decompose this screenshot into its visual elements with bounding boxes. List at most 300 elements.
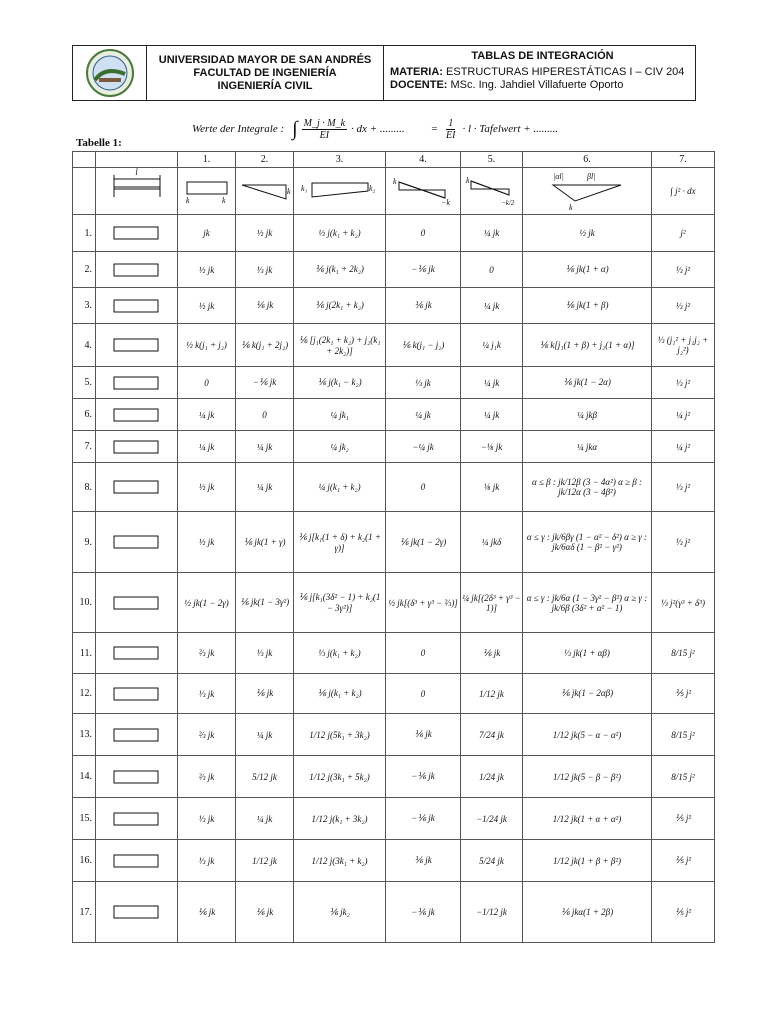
table-cell [294,399,386,431]
shape-col-6 [523,168,652,215]
table-cell [294,674,386,714]
moment-diagram-icon [102,642,172,664]
cell-value: ½ jk [198,482,215,492]
moment-diagram-icon [102,683,172,705]
cell-value: 0 [420,648,426,658]
svg-text:k: k [465,176,470,185]
table-cell [178,633,236,674]
cell-value: ⅓ jk(1 + αβ) [564,648,610,658]
table-row [73,798,715,840]
table-cell [461,215,523,252]
row-number: 4. [73,324,96,367]
row-shape-diagram [96,252,178,288]
table-cell [652,573,715,633]
svg-text:−k: −k [441,198,450,206]
table-cell [461,882,523,943]
column-shape-row [73,168,715,215]
table-cell [178,674,236,714]
row-shape-diagram [96,431,178,463]
table-cell [294,840,386,882]
cell-value: ⅓ j² [675,300,691,311]
table-row [73,633,715,674]
cell-value: ⅙ k[j₁(1 + β) + j₂(1 + α)] [539,339,635,350]
table-cell [386,367,461,399]
faculty-name: FACULTAD DE INGENIERÍA [193,66,337,79]
moment-diagram-icon [102,372,172,394]
table-cell [523,840,652,882]
cell-value: −¼ jk [412,441,434,452]
table-cell [523,324,652,367]
coefficient-fraction [444,118,457,141]
svg-text:k₂: k₂ [368,184,375,193]
row-shape-diagram [96,324,178,367]
cell-value: ⅙ jk [255,688,274,698]
cell-value: ⅔ jk [198,729,215,740]
table-row [73,756,715,798]
moment-diagram-icon [102,295,172,317]
row-number: 9. [73,512,96,573]
blank-corner [73,168,96,215]
row-number: 10. [73,573,96,633]
cell-value: 1/12 j(5k₁ + 3k₂) [309,729,370,740]
cell-value: ¼ j² [675,441,691,452]
cell-value: 8/15 j² [671,771,695,782]
column-header: 2. [236,152,294,168]
document-title: TABLAS DE INTEGRACIÓN [471,50,614,62]
table-cell [294,324,386,367]
career-name: INGENIERÍA CIVIL [217,79,313,92]
cell-value: ⅓ j² [675,482,691,492]
table-cell [523,798,652,840]
table-cell [386,882,461,943]
cell-value: ¼ jk [483,228,500,238]
table-cell [461,756,523,798]
cell-value: ⅓ jk [198,688,215,699]
table-cell [294,882,386,943]
row-shape-diagram [96,882,178,943]
table-cell [523,512,652,573]
antisymmetric-diagram-icon [391,176,455,206]
row-shape-diagram [96,756,178,798]
table-cell [461,798,523,840]
row-shape-diagram [96,840,178,882]
row-number: 12. [73,674,96,714]
table-cell [236,288,294,324]
table-cell [652,714,715,756]
table-cell [386,399,461,431]
cell-value: ⅙ jk [482,647,501,658]
table-cell [294,367,386,399]
cell-value: 1/12 jk [479,688,504,699]
column-header: 1. [178,152,236,168]
moment-diagram-icon [102,808,172,830]
cell-value: ¼ jk [256,729,273,740]
svg-text:−k/2: −k/2 [500,199,514,207]
table-cell [386,324,461,367]
table-body [73,215,715,943]
moment-diagram-icon [102,436,172,458]
cell-value: ¼ jk[(2δ³ + γ³ − 1)] [462,592,521,613]
row-number: 8. [73,463,96,512]
row-shape-diagram [96,674,178,714]
cell-value: α ≤ γ : jk/6α (1 − 3γ² − β²) α ≥ γ : jk/6β (3δ² + α² − 1) [526,592,648,613]
table-cell [294,463,386,512]
table-cell [523,756,652,798]
table-caption: Tabelle 1: [76,137,122,149]
table-row [73,324,715,367]
cell-value: ¼ j₁k [482,340,501,350]
table-row [73,252,715,288]
cell-value: −⅙ jk [411,771,435,781]
cell-value: ½ jk [579,228,595,238]
table-cell [236,674,294,714]
cell-value: ⅓ j² [675,264,691,275]
cell-value: ¼ jk [198,441,215,452]
cell-value: ¼ jk₁ [330,409,349,420]
row-number: 1. [73,215,96,252]
shape-col-7 [652,168,715,215]
table-cell [294,215,386,252]
blank-corner [73,152,96,168]
table-cell [386,573,461,633]
cell-value: −1/12 jk [476,907,507,917]
cell-value: 7/24 jk [479,729,504,740]
cell-value: 1/12 jk(5 − β − β²) [552,771,622,782]
table-cell [652,633,715,674]
table-cell [294,431,386,463]
cell-value: ⅓ j(k₁ + k₂) [318,648,361,658]
cell-value: ⅓ jk [198,813,215,824]
table-cell [461,324,523,367]
table-cell [294,512,386,573]
moment-diagram-icon [102,259,172,281]
cell-value: ½ k(j₁ + j₂) [186,340,227,350]
cell-value: ⅙ j(k₁ − k₂) [317,377,362,387]
table-cell [236,324,294,367]
cell-value: ⅙ jk(1 + γ) [243,536,286,547]
table-cell [236,252,294,288]
materia-label: MATERIA: [390,66,443,78]
table-cell [178,288,236,324]
cell-value: 1/12 jk(1 + β + β²) [552,855,622,866]
table-cell [461,288,523,324]
moment-diagram-icon [102,476,172,498]
svg-text:k: k [569,203,573,211]
cell-value: ⅙ jk(1 + β) [565,300,609,310]
table-cell [652,512,715,573]
table-cell [652,399,715,431]
rectangle-diagram-icon [182,177,232,205]
table-cell [236,463,294,512]
svg-text:k: k [393,177,397,186]
cell-value: ¼ j(k₁ + k₂) [318,482,361,492]
integrand-numerator: M_j · M_k [303,117,346,129]
formula-equals: = [430,123,439,135]
svg-text:k₁: k₁ [300,184,307,193]
row-number: 2. [73,252,96,288]
shape-col-4 [386,168,461,215]
table-cell [652,840,715,882]
table-row [73,463,715,512]
row-number: 5. [73,367,96,399]
span-diagram [96,168,178,215]
table-cell [652,367,715,399]
materia-line [390,66,695,79]
formula-dx: · dx + ......... [351,123,405,135]
cell-value: 0 [420,482,426,492]
table-row [73,840,715,882]
cell-value: 0 [420,688,426,699]
cell-value: α ≤ γ : jk/6βγ (1 − α² − δ²) α ≥ γ : jk/6αδ (1 − β² − γ²) [526,532,648,552]
cell-value: ⅙ jk(1 − 2γ) [399,536,447,547]
svg-text:βl|: βl| [587,172,596,181]
cell-value: ¼ jk [483,377,500,388]
row-shape-diagram [96,399,178,431]
table-cell [178,882,236,943]
cell-value: ⅓ j² [675,537,691,547]
table-cell [461,463,523,512]
table-cell [652,756,715,798]
table-cell [523,882,652,943]
svg-text:k: k [185,196,190,205]
row-shape-diagram [96,633,178,674]
table-cell [652,882,715,943]
cell-value: ⅙ [j₁(2k₁ + k₂) + j₂(k₁ + 2k₂)] [298,334,381,356]
cell-value: ½ j(k₁ + k₂) [318,228,361,238]
cell-value: 5/24 jk [479,855,504,866]
table-cell [386,252,461,288]
table-cell [178,367,236,399]
table-cell [236,840,294,882]
university-name: UNIVERSIDAD MAYOR DE SAN ANDRÉS [158,53,372,66]
table-cell [386,633,461,674]
cell-value: ⅙ k(j₁ + 2j₂) [240,339,289,350]
cell-value: ⅙ jkα(1 + 2β) [560,906,614,917]
table-cell [523,633,652,674]
table-cell [386,714,461,756]
table-cell [523,431,652,463]
column-header: 4. [386,152,461,168]
cell-value: 1/12 jk(1 + α + α²) [552,813,622,824]
cell-value: α ≤ β : jk/12β (3 − 4α²) α ≥ β : jk/12α (3 − 4β²) [531,477,642,497]
row-number: 3. [73,288,96,324]
column-header: 5. [461,152,523,168]
table-cell [386,512,461,573]
table-cell [461,840,523,882]
coefficient-denominator: EI [446,129,456,141]
cell-value: 8/15 j² [671,729,695,740]
table-cell [461,633,523,674]
cell-value: ⅙ j(k₁ + k₂) [317,688,362,698]
cell-value: ¼ jk [483,300,500,311]
course-info [384,46,695,100]
table-cell [236,431,294,463]
table-cell [178,252,236,288]
table-cell [386,756,461,798]
formula-tail: · l · Tafelwert + ......... [462,123,559,135]
cell-value: 1/12 jk(5 − α − α²) [552,729,622,740]
row-shape-diagram [96,573,178,633]
table-cell [386,463,461,512]
table-cell [236,215,294,252]
table-row [73,431,715,463]
table-cell [461,367,523,399]
cell-value: −1/24 jk [476,813,507,824]
row-number: 13. [73,714,96,756]
table-cell [461,674,523,714]
cell-value: 5/12 jk [252,771,277,782]
table-cell [461,714,523,756]
table-cell [178,840,236,882]
table-cell [294,756,386,798]
table-row [73,573,715,633]
cell-value: ⅓ jk [415,377,431,388]
cell-value: ⅙ jk(1 − 3γ²) [239,597,290,607]
cell-value: ⅕ j² [674,855,692,865]
integrand-denominator: EI [319,129,330,141]
table-cell [461,573,523,633]
table-row [73,215,715,252]
cell-value: ½ jk [256,228,273,238]
table-cell [178,714,236,756]
table-cell [294,288,386,324]
cell-value: ⅙ jk [414,855,432,865]
table-cell [178,399,236,431]
cell-value: ½ jk(1 − 2γ) [184,597,229,608]
cell-value: 1/12 jk [252,855,277,866]
cell-value: ½ jk [198,264,215,275]
cell-value: 0 [420,228,426,238]
docente-label: DOCENTE: [390,79,448,91]
row-shape-diagram [96,367,178,399]
table-cell [523,674,652,714]
cell-value: ⅓ jk [198,855,215,866]
table-cell [652,463,715,512]
row-number: 14. [73,756,96,798]
table-cell [294,714,386,756]
moment-diagram-icon [102,404,172,426]
cell-value: 0 [262,409,267,420]
cell-value: ⅙ jk [197,906,216,917]
table-cell [294,633,386,674]
cell-value: ½ jk [198,300,215,311]
column-number-row [73,152,715,168]
coefficient-numerator: 1 [448,117,454,129]
materia-value: ESTRUCTURAS HIPERESTÁTICAS I – CIV 204 [446,66,685,78]
table-cell [461,252,523,288]
moment-diagram-icon [102,850,172,872]
docente-line [390,79,695,92]
moment-diagram-icon [102,766,172,788]
moment-diagram-icon [102,222,172,244]
cell-value: ½ jk[(δ³ + γ³ − ⅔)] [388,597,458,608]
cell-value: ¼ jk [256,482,273,492]
docente-value: MSc. Ing. Jahdiel Villafuerte Oporto [450,79,624,91]
triangle-diagram-icon [238,177,292,205]
table-cell [178,756,236,798]
cell-value: 1/24 jk [479,771,504,782]
table-cell [523,252,652,288]
row-shape-diagram [96,288,178,324]
cell-value: 8/15 j² [671,648,695,658]
table-cell [461,431,523,463]
cell-value: −⅛ jk [480,441,503,452]
document-header [72,45,696,101]
trapezoid-diagram-icon [300,177,380,205]
table-cell [652,215,715,252]
table-cell [523,367,652,399]
cell-value: ¼ j² [675,409,691,420]
table-cell [178,798,236,840]
table-cell [386,215,461,252]
half-antisymmetric-diagram-icon [465,175,519,207]
cell-value: ⅙ j(2k₁ + k₂) [315,300,364,310]
table-cell [178,573,236,633]
cell-value: ¼ jk₂ [330,441,349,452]
university-seal-icon [85,48,135,98]
cell-value: ⅙ jk [414,300,432,310]
cell-value: ⅙ j(k₁ + 2k₂) [315,264,364,274]
cell-value: ⅕ j² [674,813,692,823]
cell-value: ⅓ jk [256,648,273,658]
table-cell [294,798,386,840]
table-cell [523,463,652,512]
table-cell [178,463,236,512]
table-cell [523,215,652,252]
table-row [73,367,715,399]
integrand-fraction [302,118,347,141]
cell-value: 0 [204,377,209,388]
formula-label: Werte der Integrale : [192,123,285,135]
integral-sign-icon: ∫ [292,118,298,140]
moment-diagram-icon [102,901,172,923]
cell-value: ⅓ j²(γ³ + δ³) [661,597,705,608]
row-shape-diagram [96,512,178,573]
cell-value: ¼ jkα [576,441,598,452]
cell-value: ¼ jk [415,409,431,420]
institution-title [147,46,384,100]
table-cell [461,512,523,573]
table-cell [236,573,294,633]
cell-value: 1/12 j(3k₁ + 5k₂) [309,771,370,782]
moment-diagram-icon [102,724,172,746]
table-cell [178,431,236,463]
university-logo [73,46,147,100]
table-cell [652,674,715,714]
row-number: 16. [73,840,96,882]
table-cell [178,215,236,252]
column-header: 7. [652,152,715,168]
table-row [73,882,715,943]
cell-value: ⅙ j[k₁(1 + δ) + k₂(1 + γ)] [298,531,381,553]
table-cell [652,431,715,463]
cell-value: ¼ jk [256,441,273,452]
cell-value: ½ jk [198,537,215,547]
shape-col-5 [461,168,523,215]
table-row [73,288,715,324]
table-cell [236,633,294,674]
svg-text:k: k [286,187,291,196]
cell-value: ¼ jkβ [577,409,597,420]
table-cell [178,512,236,573]
cell-value: ⅛ jk [483,482,500,492]
cell-value: 1/12 j(3k₁ + k₂) [311,855,368,866]
moment-diagram-icon [102,592,172,614]
table-cell [652,798,715,840]
table-cell [652,288,715,324]
cell-value: −⅙ jk [411,906,435,917]
cell-value: ⅙ jk [255,906,274,917]
